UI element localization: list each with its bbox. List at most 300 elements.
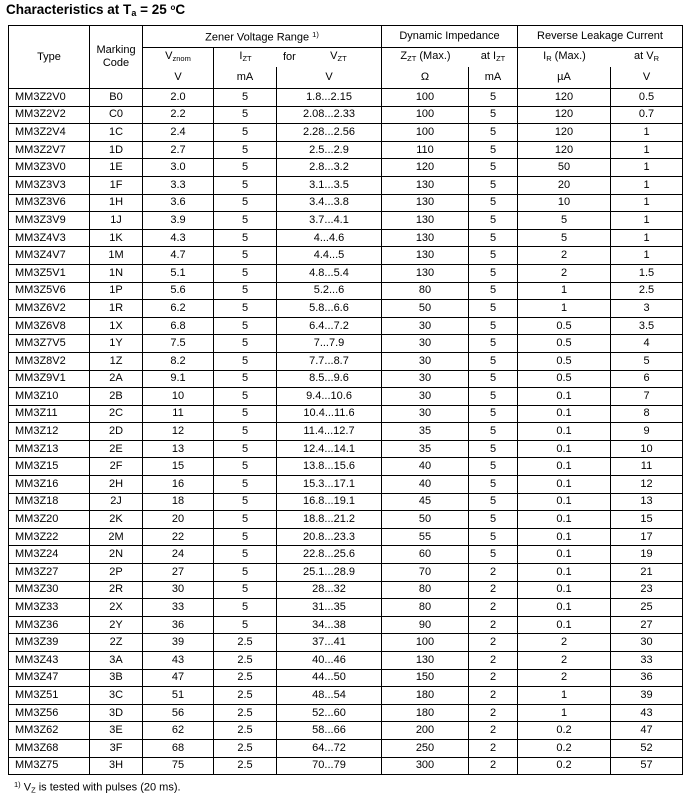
cell-at-izt: 5 [469,264,518,282]
cell-at-vr: 3 [611,300,683,318]
cell-zzt-max: 250 [382,739,469,757]
cell-ir-max: 2 [518,669,611,687]
col-header-vznom [143,48,214,68]
cell-izt: 5 [214,300,277,318]
cell-vzt-range: 16.8...19.1 [277,493,382,511]
cell-vznom: 8.2 [143,352,214,370]
cell-at-izt: 5 [469,528,518,546]
cell-marking-code: 1R [90,300,143,318]
cell-izt: 5 [214,370,277,388]
cell-izt: 5 [214,423,277,441]
cell-marking-code: 3A [90,652,143,670]
cell-marking-code: 1X [90,317,143,335]
cell-type: MM3Z24 [9,546,90,564]
cell-at-izt: 2 [469,599,518,617]
cell-vznom: 7.5 [143,335,214,353]
cell-ir-max: 0.1 [518,493,611,511]
cell-zzt-max: 100 [382,89,469,107]
cell-zzt-max: 30 [382,388,469,406]
table-row [9,440,683,458]
cell-ir-max: 120 [518,141,611,159]
cell-zzt-max: 130 [382,194,469,212]
cell-ir-max: 0.5 [518,352,611,370]
cell-type: MM3Z8V2 [9,352,90,370]
title-unit: C [175,2,186,17]
cell-izt: 5 [214,106,277,124]
cell-at-izt: 2 [469,634,518,652]
cell-ir-max: 20 [518,176,611,194]
cell-marking-code: 2Y [90,616,143,634]
cell-izt: 2.5 [214,739,277,757]
table-row [9,317,683,335]
cell-marking-code: 1Z [90,352,143,370]
cell-vznom: 43 [143,652,214,670]
table-row [9,282,683,300]
table-row [9,581,683,599]
cell-zzt-max: 50 [382,300,469,318]
cell-at-vr: 21 [611,564,683,582]
cell-izt: 5 [214,282,277,300]
cell-type: MM3Z75 [9,757,90,775]
cell-vzt-range: 7.7...8.7 [277,352,382,370]
cell-vzt-range: 48...54 [277,687,382,705]
cell-vznom: 39 [143,634,214,652]
cell-vznom: 16 [143,476,214,494]
cell-izt: 5 [214,458,277,476]
cell-marking-code: 1H [90,194,143,212]
footnote-ref: 1) [14,780,21,789]
cell-ir-max: 0.1 [518,511,611,529]
cell-type: MM3Z30 [9,581,90,599]
cell-at-izt: 5 [469,124,518,142]
cell-at-vr: 39 [611,687,683,705]
unit-ir: µA [518,67,611,89]
table-row [9,370,683,388]
cell-ir-max: 0.1 [518,599,611,617]
cell-zzt-max: 40 [382,458,469,476]
cell-ir-max: 0.1 [518,564,611,582]
cell-marking-code: 2A [90,370,143,388]
table-row [9,687,683,705]
cell-vzt-range: 6.4...7.2 [277,317,382,335]
cell-type: MM3Z4V3 [9,229,90,247]
cell-type: MM3Z27 [9,564,90,582]
cell-vznom: 62 [143,722,214,740]
cell-at-izt: 2 [469,652,518,670]
cell-ir-max: 0.1 [518,405,611,423]
cell-vzt-range: 22.8...25.6 [277,546,382,564]
cell-type: MM3Z11 [9,405,90,423]
cell-type: MM3Z16 [9,476,90,494]
cell-marking-code: 1N [90,264,143,282]
cell-vznom: 68 [143,739,214,757]
cell-marking-code: 1M [90,247,143,265]
for-label: for [283,51,296,63]
cell-marking-code: 1E [90,159,143,177]
cell-izt: 5 [214,564,277,582]
cell-izt: 5 [214,546,277,564]
cell-izt: 5 [214,247,277,265]
cell-marking-code: 2R [90,581,143,599]
cell-zzt-max: 100 [382,634,469,652]
cell-marking-code: 3H [90,757,143,775]
cell-izt: 5 [214,124,277,142]
cell-vzt-range: 2.5...2.9 [277,141,382,159]
cell-type: MM3Z15 [9,458,90,476]
table-row [9,247,683,265]
cell-at-izt: 5 [469,176,518,194]
footnote-symbol: V [20,781,32,794]
cell-vznom: 6.2 [143,300,214,318]
cell-zzt-max: 130 [382,176,469,194]
cell-type: MM3Z2V7 [9,141,90,159]
cell-type: MM3Z62 [9,722,90,740]
cell-zzt-max: 110 [382,141,469,159]
cell-vznom: 13 [143,440,214,458]
cell-zzt-max: 30 [382,352,469,370]
table-row [9,106,683,124]
cell-izt: 5 [214,229,277,247]
cell-vzt-range: 3.1...3.5 [277,176,382,194]
cell-vzt-range: 64...72 [277,739,382,757]
cell-at-vr: 17 [611,528,683,546]
cell-type: MM3Z2V0 [9,89,90,107]
footnote-text: is tested with pulses (20 ms). [35,781,181,794]
cell-vznom: 51 [143,687,214,705]
cell-zzt-max: 130 [382,264,469,282]
cell-zzt-max: 45 [382,493,469,511]
cell-type: MM3Z13 [9,440,90,458]
degree-symbol: o [170,3,176,12]
cell-marking-code: 2N [90,546,143,564]
cell-ir-max: 5 [518,212,611,230]
cell-zzt-max: 30 [382,335,469,353]
table-row [9,757,683,775]
cell-at-izt: 5 [469,159,518,177]
cell-type: MM3Z5V6 [9,282,90,300]
cell-at-vr: 5 [611,352,683,370]
cell-marking-code: 1K [90,229,143,247]
table-row [9,634,683,652]
cell-zzt-max: 120 [382,159,469,177]
cell-vzt-range: 7...7.9 [277,335,382,353]
cell-vznom: 3.0 [143,159,214,177]
cell-at-vr: 8 [611,405,683,423]
symbol-vzt: $V_{ZT}$ [330,50,347,63]
cell-type: MM3Z5V1 [9,264,90,282]
cell-vzt-range: 70...79 [277,757,382,775]
cell-type: MM3Z36 [9,616,90,634]
cell-ir-max: 0.2 [518,739,611,757]
cell-type: MM3Z56 [9,704,90,722]
cell-vzt-range: 5.2...6 [277,282,382,300]
cell-ir-max: 0.1 [518,458,611,476]
cell-zzt-max: 130 [382,212,469,230]
col-header-izt-for-vzt [214,48,382,68]
cell-at-izt: 5 [469,300,518,318]
cell-at-izt: 5 [469,229,518,247]
cell-vzt-range: 25.1...28.9 [277,564,382,582]
cell-ir-max: 0.1 [518,440,611,458]
cell-vzt-range: 4...4.6 [277,229,382,247]
cell-ir-max: 0.1 [518,423,611,441]
cell-zzt-max: 180 [382,687,469,705]
symbol-at-vr: at $V_R$ [634,50,659,63]
cell-izt: 5 [214,212,277,230]
symbol-izt: $I_{ZT}$ [239,50,252,63]
cell-at-izt: 5 [469,511,518,529]
cell-at-vr: 33 [611,652,683,670]
cell-at-izt: 5 [469,458,518,476]
table-row [9,511,683,529]
cell-zzt-max: 30 [382,317,469,335]
table-row [9,388,683,406]
cell-zzt-max: 50 [382,511,469,529]
cell-at-izt: 5 [469,89,518,107]
table-row [9,124,683,142]
cell-marking-code: 1D [90,141,143,159]
cell-izt: 2.5 [214,652,277,670]
cell-vznom: 6.8 [143,317,214,335]
cell-marking-code: 2J [90,493,143,511]
header-section-row [9,26,683,48]
cell-at-vr: 2.5 [611,282,683,300]
cell-at-vr: 15 [611,511,683,529]
col-header-type: Type [9,26,90,89]
cell-vzt-range: 20.8...23.3 [277,528,382,546]
cell-vznom: 24 [143,546,214,564]
cell-vznom: 3.9 [143,212,214,230]
cell-marking-code: 2F [90,458,143,476]
cell-marking-code: 3C [90,687,143,705]
cell-type: MM3Z2V2 [9,106,90,124]
cell-vzt-range: 9.4...10.6 [277,388,382,406]
cell-type: MM3Z3V0 [9,159,90,177]
cell-type: MM3Z3V3 [9,176,90,194]
cell-at-vr: 52 [611,739,683,757]
cell-vznom: 30 [143,581,214,599]
cell-at-izt: 5 [469,405,518,423]
cell-izt: 2.5 [214,722,277,740]
cell-zzt-max: 40 [382,476,469,494]
cell-vzt-range: 31...35 [277,599,382,617]
cell-at-vr: 1 [611,194,683,212]
cell-izt: 2.5 [214,757,277,775]
cell-marking-code: 3B [90,669,143,687]
cell-vzt-range: 2.08...2.33 [277,106,382,124]
cell-marking-code: 2E [90,440,143,458]
cell-at-izt: 2 [469,704,518,722]
cell-at-vr: 0.7 [611,106,683,124]
cell-vzt-range: 1.8...2.15 [277,89,382,107]
cell-ir-max: 0.5 [518,317,611,335]
title-text: Characteristics at T [6,2,132,17]
cell-vzt-range: 34...38 [277,616,382,634]
cell-type: MM3Z51 [9,687,90,705]
cell-vzt-range: 2.8...3.2 [277,159,382,177]
cell-at-izt: 5 [469,247,518,265]
cell-izt: 5 [214,335,277,353]
cell-marking-code: 2M [90,528,143,546]
symbol-sub: znom [172,54,191,63]
cell-vzt-range: 28...32 [277,581,382,599]
cell-zzt-max: 55 [382,528,469,546]
cell-marking-code: 1F [90,176,143,194]
cell-ir-max: 0.1 [518,476,611,494]
cell-izt: 5 [214,581,277,599]
cell-ir-max: 1 [518,300,611,318]
title-subscript-a: a [131,8,137,18]
cell-marking-code: 2P [90,564,143,582]
cell-ir-max: 2 [518,264,611,282]
cell-izt: 5 [214,159,277,177]
col-header-ir-at-vr [518,48,683,68]
footnote-symbol-sub: Z [31,785,36,795]
cell-at-izt: 5 [469,493,518,511]
unit-at-izt: mA [469,67,518,89]
section-header-reverse-leakage-current: Reverse Leakage Current [518,26,683,48]
cell-at-vr: 3.5 [611,317,683,335]
cell-marking-code: C0 [90,106,143,124]
cell-vzt-range: 5.8...6.6 [277,300,382,318]
cell-ir-max: 120 [518,124,611,142]
cell-ir-max: 50 [518,159,611,177]
cell-vzt-range: 58...66 [277,722,382,740]
cell-at-vr: 1 [611,124,683,142]
cell-ir-max: 1 [518,704,611,722]
cell-marking-code: 3E [90,722,143,740]
cell-at-vr: 11 [611,458,683,476]
cell-type: MM3Z4V7 [9,247,90,265]
cell-vznom: 4.7 [143,247,214,265]
cell-vzt-range: 10.4...11.6 [277,405,382,423]
cell-vzt-range: 3.7...4.1 [277,212,382,230]
cell-vznom: 3.3 [143,176,214,194]
cell-zzt-max: 300 [382,757,469,775]
cell-zzt-max: 35 [382,440,469,458]
cell-vznom: 10 [143,388,214,406]
cell-vznom: 56 [143,704,214,722]
characteristics-table [8,25,683,775]
cell-marking-code: 3F [90,739,143,757]
cell-izt: 5 [214,493,277,511]
cell-izt: 5 [214,528,277,546]
unit-zzt: Ω [382,67,469,89]
table-row [9,722,683,740]
cell-zzt-max: 30 [382,370,469,388]
cell-vznom: 27 [143,564,214,582]
table-row [9,264,683,282]
table-row [9,212,683,230]
cell-izt: 2.5 [214,634,277,652]
cell-izt: 5 [214,176,277,194]
table-row [9,89,683,107]
page-title [6,2,185,18]
cell-at-vr: 30 [611,634,683,652]
table-row [9,458,683,476]
cell-vzt-range: 52...60 [277,704,382,722]
cell-ir-max: 0.1 [518,581,611,599]
cell-marking-code: 2Z [90,634,143,652]
cell-zzt-max: 80 [382,282,469,300]
cell-vznom: 75 [143,757,214,775]
table-row [9,176,683,194]
title-temperature: = 25 [136,2,171,17]
table-row [9,352,683,370]
footnote [14,780,181,795]
cell-type: MM3Z43 [9,652,90,670]
table-row [9,652,683,670]
cell-zzt-max: 100 [382,106,469,124]
cell-vzt-range: 11.4...12.7 [277,423,382,441]
cell-at-vr: 1 [611,159,683,177]
cell-at-izt: 5 [469,352,518,370]
cell-vznom: 22 [143,528,214,546]
cell-ir-max: 0.1 [518,616,611,634]
cell-at-izt: 5 [469,212,518,230]
cell-vzt-range: 37...41 [277,634,382,652]
symbol-base: V [165,50,173,62]
cell-type: MM3Z12 [9,423,90,441]
cell-izt: 5 [214,599,277,617]
cell-at-vr: 36 [611,669,683,687]
cell-vzt-range: 15.3...17.1 [277,476,382,494]
table-row [9,669,683,687]
table-row [9,493,683,511]
cell-type: MM3Z68 [9,739,90,757]
cell-at-izt: 2 [469,581,518,599]
cell-zzt-max: 70 [382,564,469,582]
cell-ir-max: 2 [518,247,611,265]
cell-zzt-max: 180 [382,704,469,722]
cell-type: MM3Z2V4 [9,124,90,142]
table-row [9,599,683,617]
cell-zzt-max: 35 [382,423,469,441]
cell-vznom: 18 [143,493,214,511]
cell-vznom: 4.3 [143,229,214,247]
cell-ir-max: 2 [518,634,611,652]
cell-at-izt: 5 [469,370,518,388]
cell-at-vr: 23 [611,581,683,599]
cell-izt: 5 [214,317,277,335]
cell-izt: 5 [214,476,277,494]
cell-at-vr: 1 [611,212,683,230]
unit-izt: mA [214,67,277,89]
cell-ir-max: 1 [518,282,611,300]
cell-vznom: 36 [143,616,214,634]
cell-at-vr: 47 [611,722,683,740]
cell-zzt-max: 30 [382,405,469,423]
cell-ir-max: 5 [518,229,611,247]
cell-marking-code: 1P [90,282,143,300]
cell-type: MM3Z9V1 [9,370,90,388]
cell-type: MM3Z7V5 [9,335,90,353]
cell-vzt-range: 40...46 [277,652,382,670]
cell-at-izt: 2 [469,564,518,582]
cell-zzt-max: 130 [382,652,469,670]
cell-at-izt: 2 [469,669,518,687]
section-label: Zener Voltage Range [205,31,310,44]
cell-vznom: 9.1 [143,370,214,388]
cell-zzt-max: 130 [382,247,469,265]
cell-at-izt: 5 [469,317,518,335]
cell-type: MM3Z6V8 [9,317,90,335]
cell-type: MM3Z33 [9,599,90,617]
col-header-marking-code: Marking Code [90,26,143,89]
symbol-ir-max: $I_R$ (Max.) [543,50,586,63]
cell-at-vr: 1 [611,141,683,159]
cell-type: MM3Z39 [9,634,90,652]
